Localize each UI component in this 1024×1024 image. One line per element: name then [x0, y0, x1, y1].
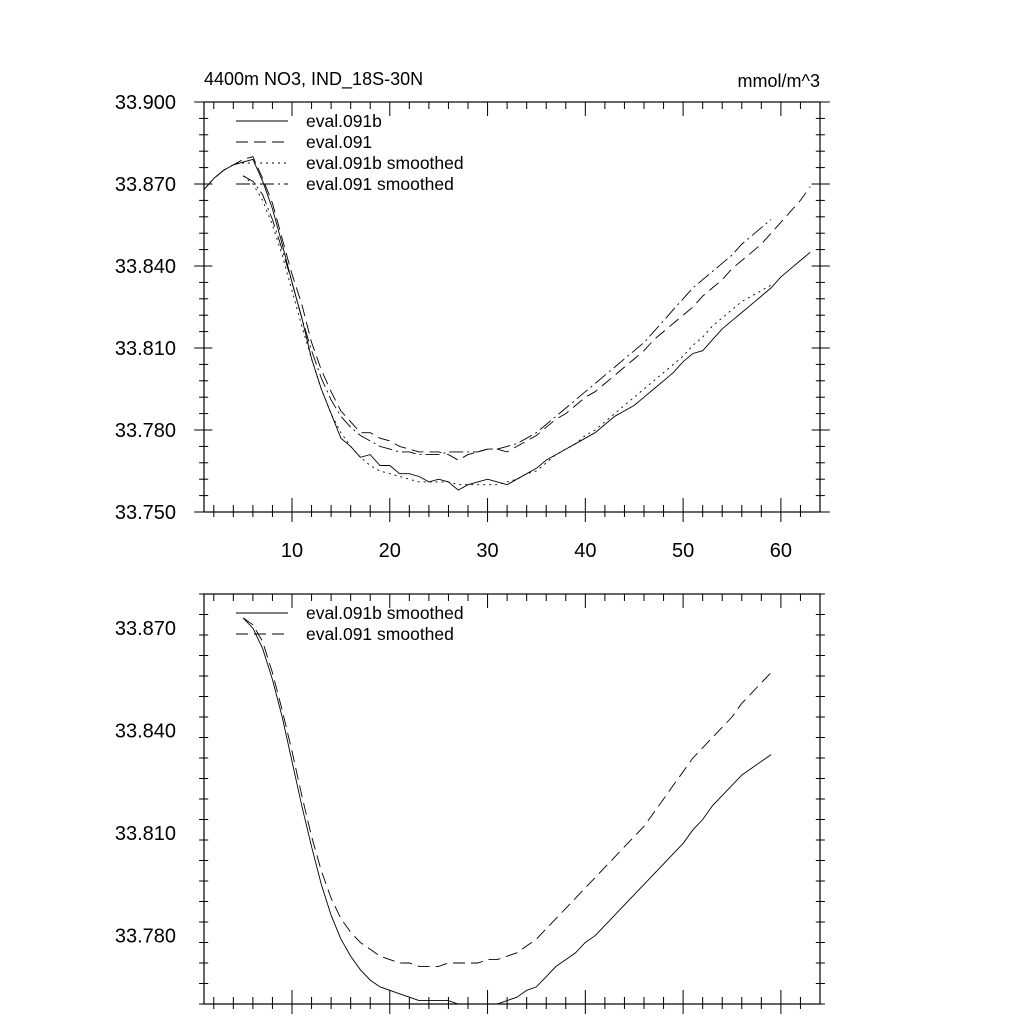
y-tick-label: 33.840 — [114, 256, 176, 278]
x-tick-label: 20 — [378, 540, 401, 562]
legend-label: eval.091b smoothed — [306, 153, 464, 173]
legend-label: eval.091 smoothed — [306, 624, 454, 644]
y-tick-label: 33.840 — [114, 720, 176, 743]
y-tick-label: 33.900 — [114, 92, 176, 114]
units-label: mmol/m^3 — [737, 71, 820, 91]
x-tick-label: 50 — [671, 540, 695, 562]
x-tick-label: 60 — [769, 540, 793, 562]
legend-label: eval.091 — [306, 132, 373, 152]
x-tick-label: 10 — [280, 540, 304, 562]
x-tick-label: 30 — [476, 540, 499, 562]
y-tick-label: 33.870 — [114, 618, 176, 641]
y-tick-label: 33.810 — [114, 338, 176, 360]
x-tick-label: 40 — [574, 540, 597, 562]
chart-title: 4400m NO3, IND_18S-30N — [204, 69, 424, 89]
legend-label: eval.091b smoothed — [306, 603, 464, 623]
legend-label: eval.091b — [306, 111, 382, 131]
y-tick-label: 33.780 — [114, 420, 176, 442]
y-tick-label: 33.810 — [114, 823, 176, 846]
y-tick-label: 33.870 — [114, 174, 176, 196]
y-tick-label: 33.780 — [114, 925, 176, 948]
legend-label: eval.091 smoothed — [306, 174, 454, 194]
y-tick-label: 33.750 — [114, 502, 176, 524]
